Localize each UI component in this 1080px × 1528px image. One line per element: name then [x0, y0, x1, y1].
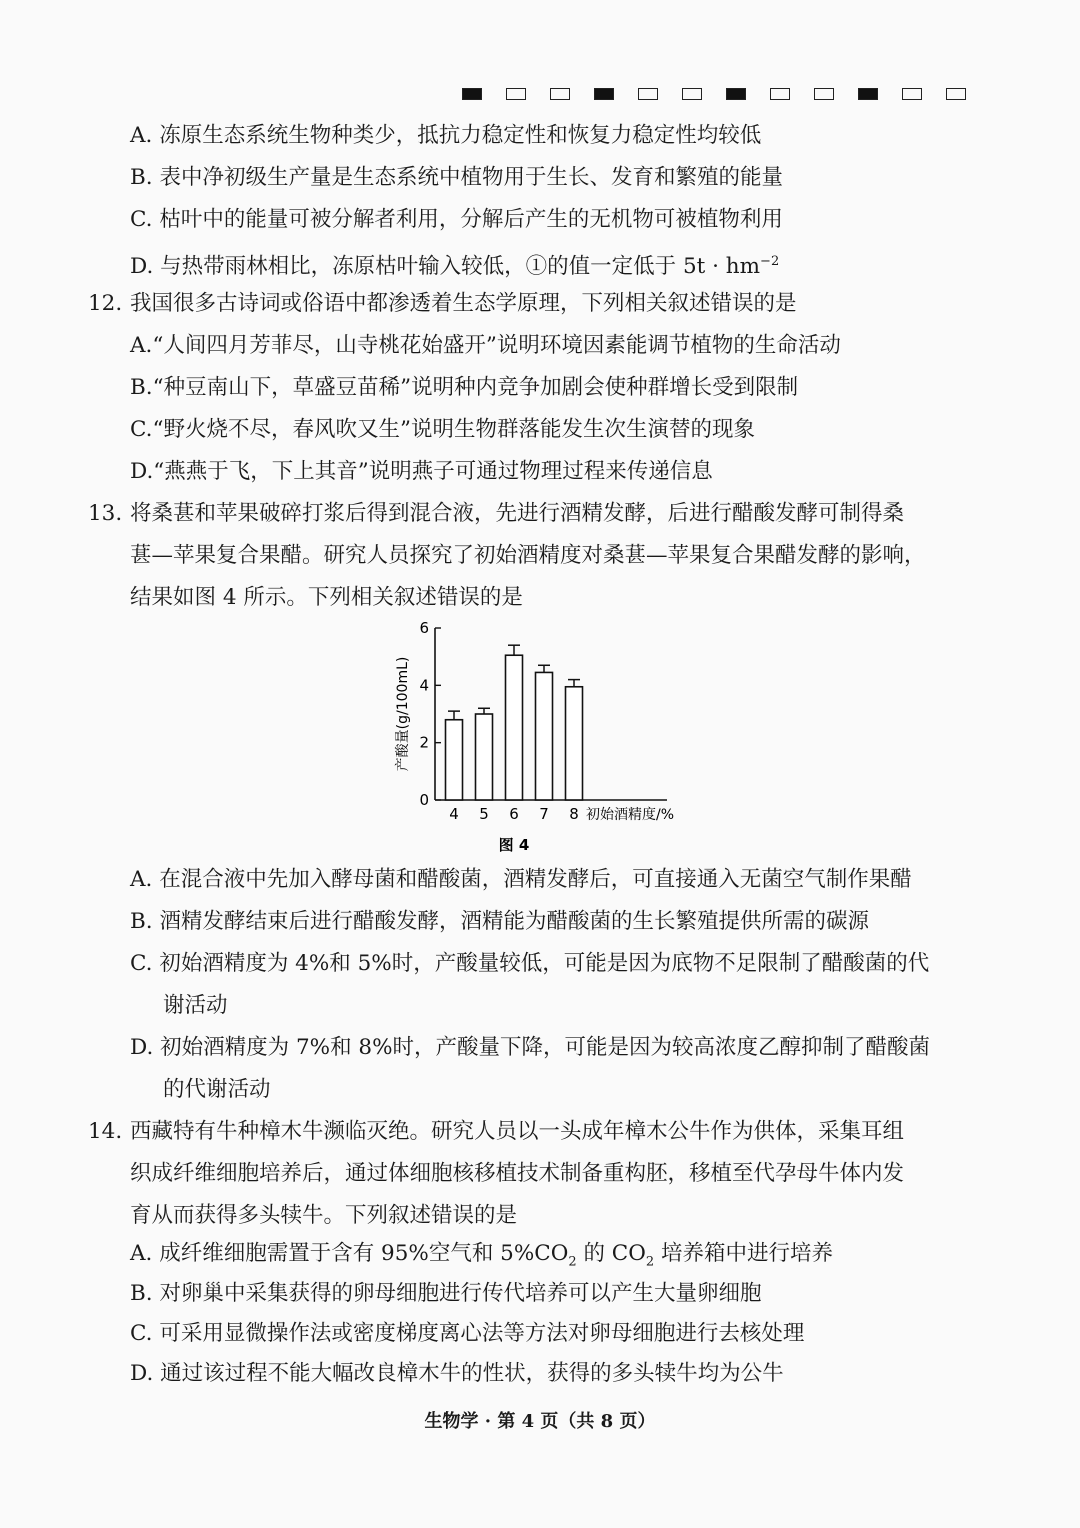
page-footer: 生物学 · 第 4 页（共 8 页）	[424, 1411, 656, 1432]
q13-option-c: C. 初始酒精度为 4%和 5%时，产酸量较低，可能是因为底物不足限制了醋酸菌的代	[130, 951, 930, 976]
header-mark	[858, 88, 878, 100]
q11-option-d-text: D. 与热带雨林相比，冻原枯叶输入较低，①的值一定低于 5t · hm	[130, 254, 761, 280]
q11-option-b: B. 表中净初级生产量是生态系统中植物用于生长、发育和繁殖的能量	[130, 165, 783, 190]
q13-option-d-cont: 的代谢活动	[163, 1077, 271, 1102]
q12-option-c: C.“野火烧不尽，春风吹又生”说明生物群落能发生次生演替的现象	[130, 417, 756, 442]
header-mark	[726, 88, 746, 100]
header-marks	[462, 88, 966, 100]
q13-option-d: D. 初始酒精度为 7%和 8%时，产酸量下降，可能是因为较高浓度乙醇抑制了醋酸菌	[130, 1035, 931, 1060]
header-mark	[814, 88, 834, 100]
q12-option-a: A.“人间四月芳菲尽，山寺桃花始盛开”说明环境因素能调节植物的生命活动	[130, 333, 841, 358]
x-axis-label: 初始酒精度/%	[586, 807, 675, 823]
q13-stem-line: 结果如图 4 所示。下列相关叙述错误的是	[130, 585, 523, 610]
q14-stem-line: 育从而获得多头犊牛。下列叙述错误的是	[130, 1203, 518, 1228]
bar	[566, 687, 583, 800]
figure-caption: 图 4	[498, 836, 530, 854]
header-mark	[682, 88, 702, 100]
q14-option-a-p2: 的 CO	[576, 1241, 646, 1266]
q14-option-d: D. 通过该过程不能大幅改良樟木牛的性状，获得的多头犊牛均为公牛	[130, 1361, 784, 1386]
y-tick-label: 6	[419, 619, 429, 637]
acid-yield-chart	[380, 616, 720, 860]
q13-number: 13.	[88, 501, 123, 526]
q14-option-a-p1: A. 成纤维细胞需置于含有 95%空气和 5%CO	[130, 1241, 569, 1266]
header-mark	[594, 88, 614, 100]
y-tick-label: 0	[419, 791, 429, 809]
x-tick-label: 7	[539, 805, 549, 823]
q14-option-a	[130, 1240, 833, 1276]
q14-option-c: C. 可采用显微操作法或密度梯度离心法等方法对卵母细胞进行去核处理	[130, 1321, 805, 1346]
bar	[476, 714, 493, 800]
chart-labels	[394, 619, 674, 854]
header-mark	[506, 88, 526, 100]
q11-option-d-sup: −2	[760, 254, 780, 269]
x-tick-label: 8	[569, 805, 579, 823]
chart-bars	[446, 645, 583, 800]
q14-option-a-p3: 培养箱中进行培养	[654, 1241, 833, 1266]
q14-option-a-sub2: 2	[645, 1254, 655, 1270]
y-tick-label: 4	[419, 676, 429, 695]
x-tick-label: 4	[449, 805, 459, 823]
q14-option-a-sub1: 2	[568, 1254, 577, 1270]
y-axis-label: 产酸量(g/100mL)	[395, 656, 411, 772]
bar	[446, 720, 463, 800]
header-mark	[946, 88, 966, 100]
header-mark	[902, 88, 922, 100]
header-mark	[638, 88, 658, 100]
q13-stem-line: 葚—苹果复合果醋。研究人员探究了初始酒精度对桑葚—苹果复合果醋发酵的影响，	[130, 543, 926, 568]
q13-stem-line: 将桑葚和苹果破碎打浆后得到混合液，先进行酒精发酵，后进行醋酸发酵可制得桑	[130, 501, 905, 526]
q11-option-d	[130, 248, 779, 281]
q11-option-c: C. 枯叶中的能量可被分解者利用，分解后产生的无机物可被植物利用	[130, 207, 783, 232]
q14-stem-line: 西藏特有牛种樟木牛濒临灭绝。研究人员以一头成年樟木公牛作为供体，采集耳组	[130, 1119, 905, 1144]
q12-stem: 我国很多古诗词或俗语中都渗透着生态学原理，下列相关叙述错误的是	[130, 291, 797, 316]
bar	[506, 655, 523, 800]
header-mark	[462, 88, 482, 100]
q14-option-b: B. 对卵巢中采集获得的卵母细胞进行传代培养可以产生大量卵细胞	[130, 1281, 762, 1306]
x-tick-label: 6	[509, 805, 519, 823]
q12-option-d: D.“燕燕于飞，下上其音”说明燕子可通过物理过程来传递信息	[130, 459, 713, 484]
y-tick-label: 2	[419, 733, 429, 752]
q11-option-a: A. 冻原生态系统生物种类少，抵抗力稳定性和恢复力稳定性均较低	[130, 123, 762, 148]
q13-option-b: B. 酒精发酵结束后进行醋酸发酵，酒精能为醋酸菌的生长繁殖提供所需的碳源	[130, 909, 869, 934]
q13-option-a: A. 在混合液中先加入酵母菌和醋酸菌，酒精发酵后，可直接通入无菌空气制作果醋	[130, 867, 912, 892]
header-mark	[770, 88, 790, 100]
header-mark	[550, 88, 570, 100]
q14-stem-line: 织成纤维细胞培养后，通过体细胞核移植技术制备重构胚，移植至代孕母牛体内发	[130, 1161, 905, 1186]
x-tick-label: 5	[479, 805, 489, 823]
q14-number: 14.	[88, 1119, 123, 1144]
q12-number: 12.	[88, 291, 123, 316]
q12-option-b: B.“种豆南山下，草盛豆苗稀”说明种内竞争加剧会使种群增长受到限制	[130, 375, 799, 400]
q13-option-c-cont: 谢活动	[163, 993, 228, 1018]
bar	[536, 672, 553, 800]
